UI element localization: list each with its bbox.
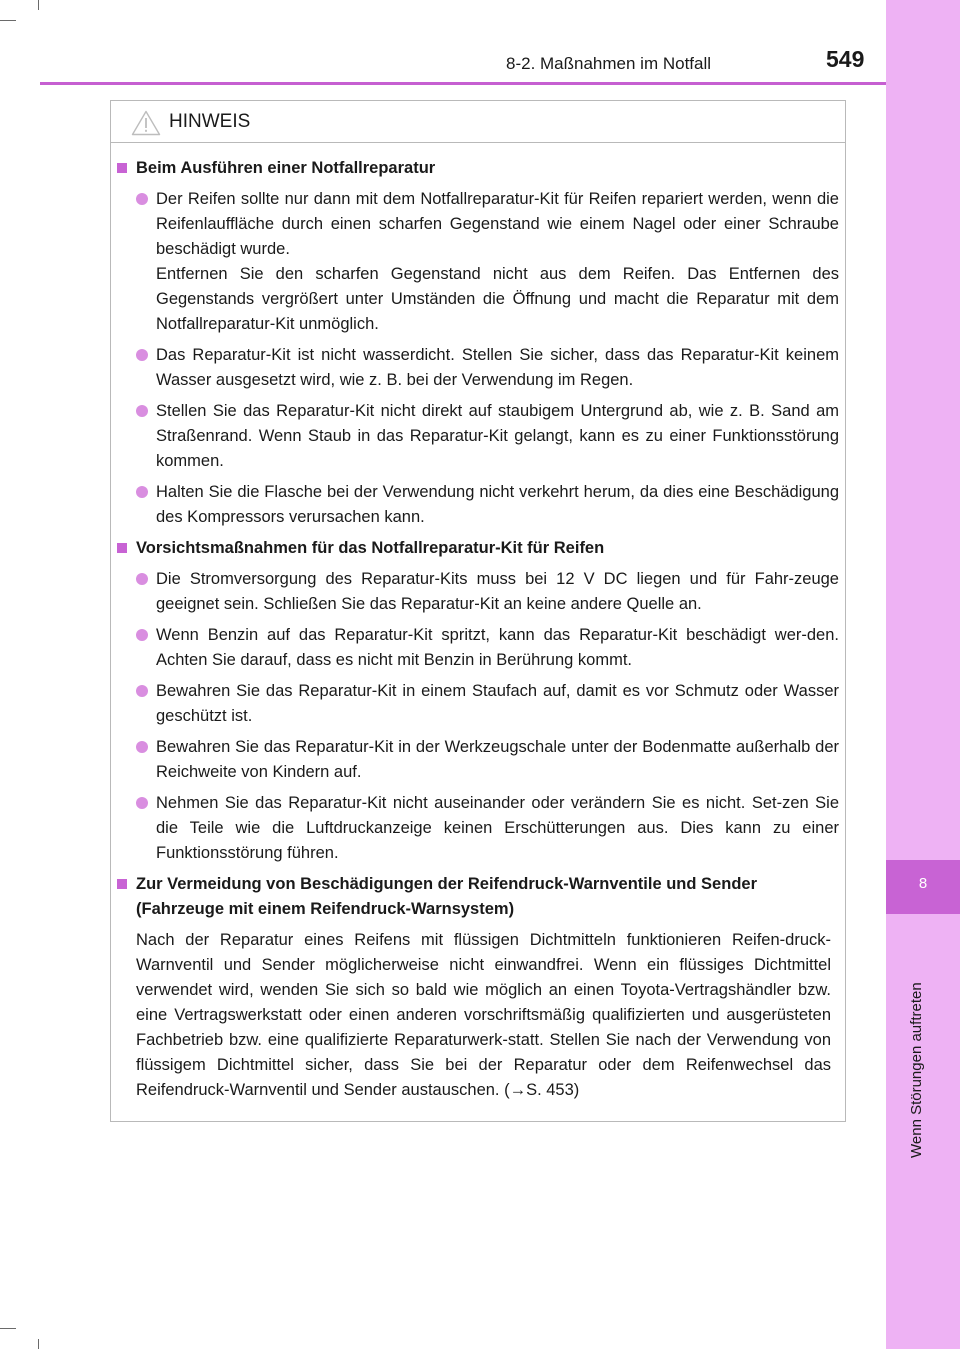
circle-bullet-icon xyxy=(136,573,148,585)
square-bullet-icon xyxy=(117,879,127,889)
crop-mark xyxy=(38,1339,39,1349)
notice-title: HINWEIS xyxy=(169,111,251,132)
list-item: Stellen Sie das Reparatur-Kit nicht direkt auf staubigem Untergrund ab, wie z. B. Sand am Straßenrand. Wenn Staub in das Reparatur-Kit gelangt, kann es zu einer Funktionsstörung kommen. xyxy=(117,399,839,474)
crop-mark xyxy=(38,0,39,10)
square-bullet-icon xyxy=(117,543,127,553)
warning-triangle-icon xyxy=(131,110,161,141)
header-rule xyxy=(40,82,886,85)
page-number: 549 xyxy=(826,46,865,72)
circle-bullet-icon xyxy=(136,405,148,417)
circle-bullet-icon xyxy=(136,797,148,809)
square-bullet-icon xyxy=(117,163,127,173)
list-item: Das Reparatur-Kit ist nicht wasserdicht. Stellen Sie sicher, dass das Reparatur-Kit keinem Wasser ausgesetzt wird, wie z. B. bei der Verwendung im Regen. xyxy=(117,343,839,393)
list-item: Der Reifen sollte nur dann mit dem Notfallreparatur-Kit für Reifen repariert werden, wenn die Reifenlauffläche durch einen scharfen Gegenstand wie einem Nagel oder einer Schraube beschädigt wurde. Entfernen Sie den scharfen Gegenstand nicht aus dem Reifen. Das Entfernen des Gegenstands vergrößert unter Umständen die Öffnung und macht die Reparatur mit dem Notfallreparatur-Kit unmöglich. xyxy=(117,187,839,337)
chapter-number: 8 xyxy=(918,875,928,892)
notice-header xyxy=(111,101,845,143)
list-item: Bewahren Sie das Reparatur-Kit in einem Staufach auf, damit es vor Schmutz oder Wasser geschützt ist. xyxy=(117,679,839,729)
circle-bullet-icon xyxy=(136,629,148,641)
list-item: Die Stromversorgung des Reparatur-Kits muss bei 12 V DC liegen und für Fahr-zeuge geeignet sein. Schließen Sie das Reparatur-Kit an keine andere Quelle an. xyxy=(117,567,839,617)
circle-bullet-icon xyxy=(136,349,148,361)
notice-heading: Beim Ausführen einer Notfallreparatur xyxy=(117,156,839,181)
section-title: 8-2. Maßnahmen im Notfall xyxy=(506,54,712,73)
circle-bullet-icon xyxy=(136,685,148,697)
chapter-title: Wenn Störungen auftreten xyxy=(908,982,925,1158)
crop-mark xyxy=(0,20,16,21)
notice-content xyxy=(117,156,839,1103)
notice-heading: Zur Vermeidung von Beschädigungen der Reifendruck-Warnventile und Sender (Fahrzeuge mit einem Reifendruck-Warnsystem) xyxy=(117,872,839,922)
circle-bullet-icon xyxy=(136,486,148,498)
notice-box xyxy=(110,100,846,1122)
list-item: Bewahren Sie das Reparatur-Kit in der Werkzeugschale unter der Bodenmatte außerhalb der Reichweite von Kindern auf. xyxy=(117,735,839,785)
list-item: Halten Sie die Flasche bei der Verwendung nicht verkehrt herum, da dies eine Beschädigung des Kompressors verursachen kann. xyxy=(117,480,839,530)
notice-heading: Vorsichtsmaßnahmen für das Notfallreparatur-Kit für Reifen xyxy=(117,536,839,561)
notice-paragraph: Nach der Reparatur eines Reifens mit flüssigen Dichtmitteln funktionieren Reifen-druck-Warnventil und Sender möglicherweise nicht einwandfrei. Wenn ein flüssiges Dichtmittel verwendet wird, wenden Sie sich so bald wie möglich an einen Toyota-Vertragshändler bzw. eine Vertragswerkstatt oder einen anderen vorschriftsmäßig qualifizierten und ausgerüsteten Fachbetrieb bzw. eine qualifizierte Reparaturwerk-statt. Stellen Sie nach der Verwendung von flüssigem Dichtmittel sicher, dass Sie bei der Reparatur oder dem Reifenwechsel das Reifendruck-Warnventil und Sender austauschen. (→S. 453) xyxy=(136,931,831,1099)
list-item: Wenn Benzin auf das Reparatur-Kit spritzt, kann das Reparatur-Kit beschädigt wer-den. Achten Sie darauf, dass es nicht mit Benzin in Berührung kommt. xyxy=(117,623,839,673)
circle-bullet-icon xyxy=(136,741,148,753)
circle-bullet-icon xyxy=(136,193,148,205)
list-item: Nehmen Sie das Reparatur-Kit nicht auseinander oder verändern Sie es nicht. Set-zen Sie die Teile wie die Luftdruckanzeige keinen Erschütterungen aus. Dies kann zu einer Funktionsstörung führen. xyxy=(117,791,839,866)
crop-mark xyxy=(0,1328,16,1329)
